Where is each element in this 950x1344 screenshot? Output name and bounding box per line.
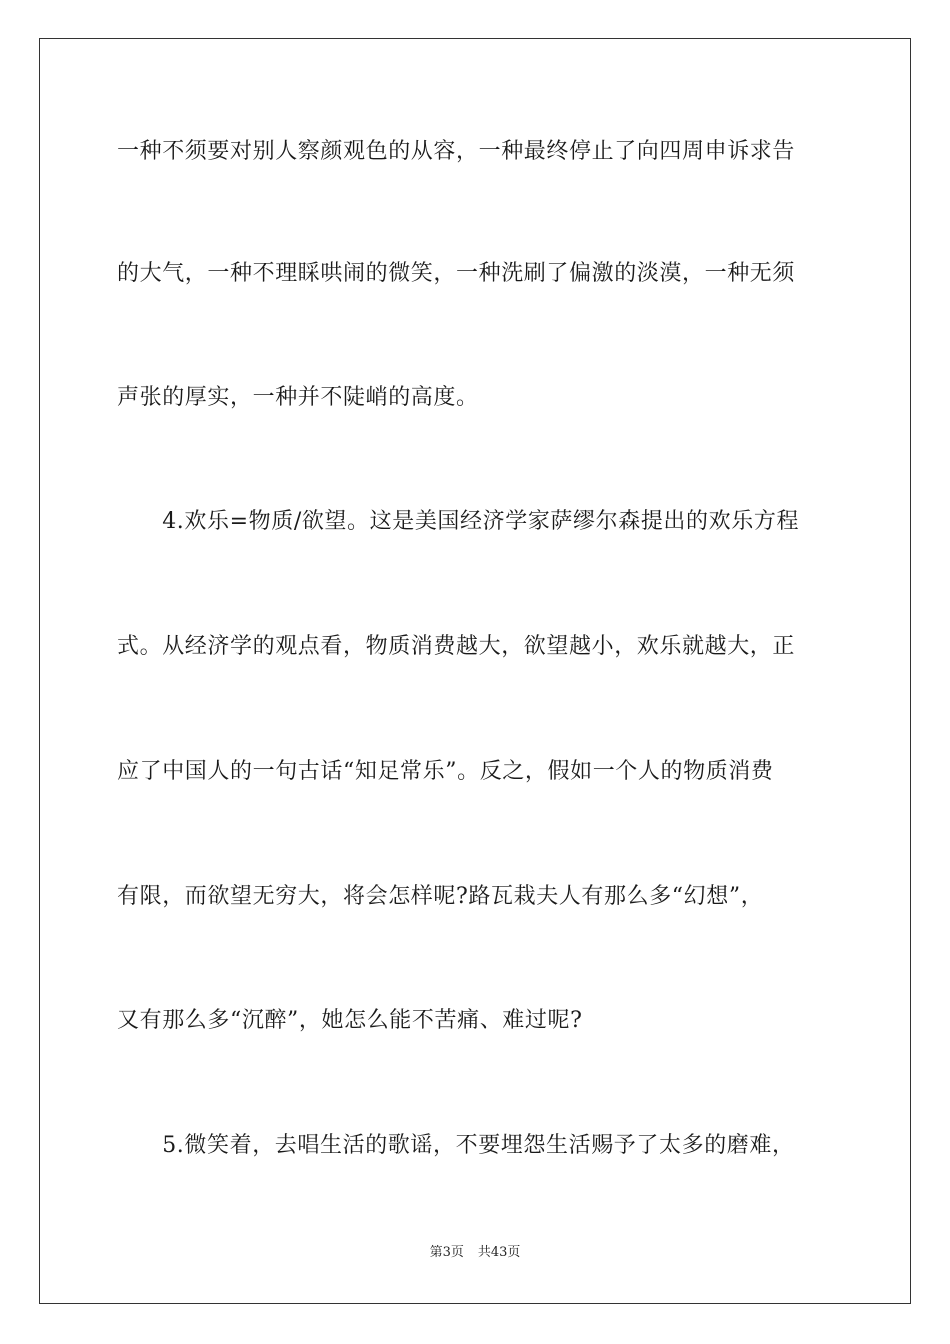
- text-line: 的大气，一种不理睬哄闹的微笑，一种洗刷了偏激的淡漠，一种无须: [117, 261, 796, 286]
- text-line: 4.欢乐=物质/欲望。这是美国经济学家萨缪尔森提出的欢乐方程: [117, 509, 800, 534]
- page-footer: [0, 1244, 950, 1262]
- text-line: 声张的厚实，一种并不陡峭的高度。: [117, 385, 479, 410]
- page-total: 共43页: [477, 1245, 521, 1260]
- text-line: 有限，而欲望无穷大，将会怎样呢?路瓦栽夫人有那么多“幻想”，: [117, 884, 764, 909]
- page-number: 第3页: [429, 1245, 464, 1260]
- text-line: 一种不须要对别人察颜观色的从容，一种最终停止了向四周申诉求告: [117, 139, 796, 164]
- text-line: 又有那么多“沉醉”，她怎么能不苦痛、难过呢?: [117, 1008, 583, 1033]
- text-line: 式。从经济学的观点看，物质消费越大，欲望越小，欢乐就越大，正: [117, 634, 796, 659]
- text-line: 5.微笑着，去唱生活的歌谣，不要埋怨生活赐予了太多的磨难，: [117, 1133, 795, 1158]
- page-border: [39, 38, 911, 1304]
- text-line: 应了中国人的一句古话“知足常乐”。反之，假如一个人的物质消费: [117, 759, 774, 784]
